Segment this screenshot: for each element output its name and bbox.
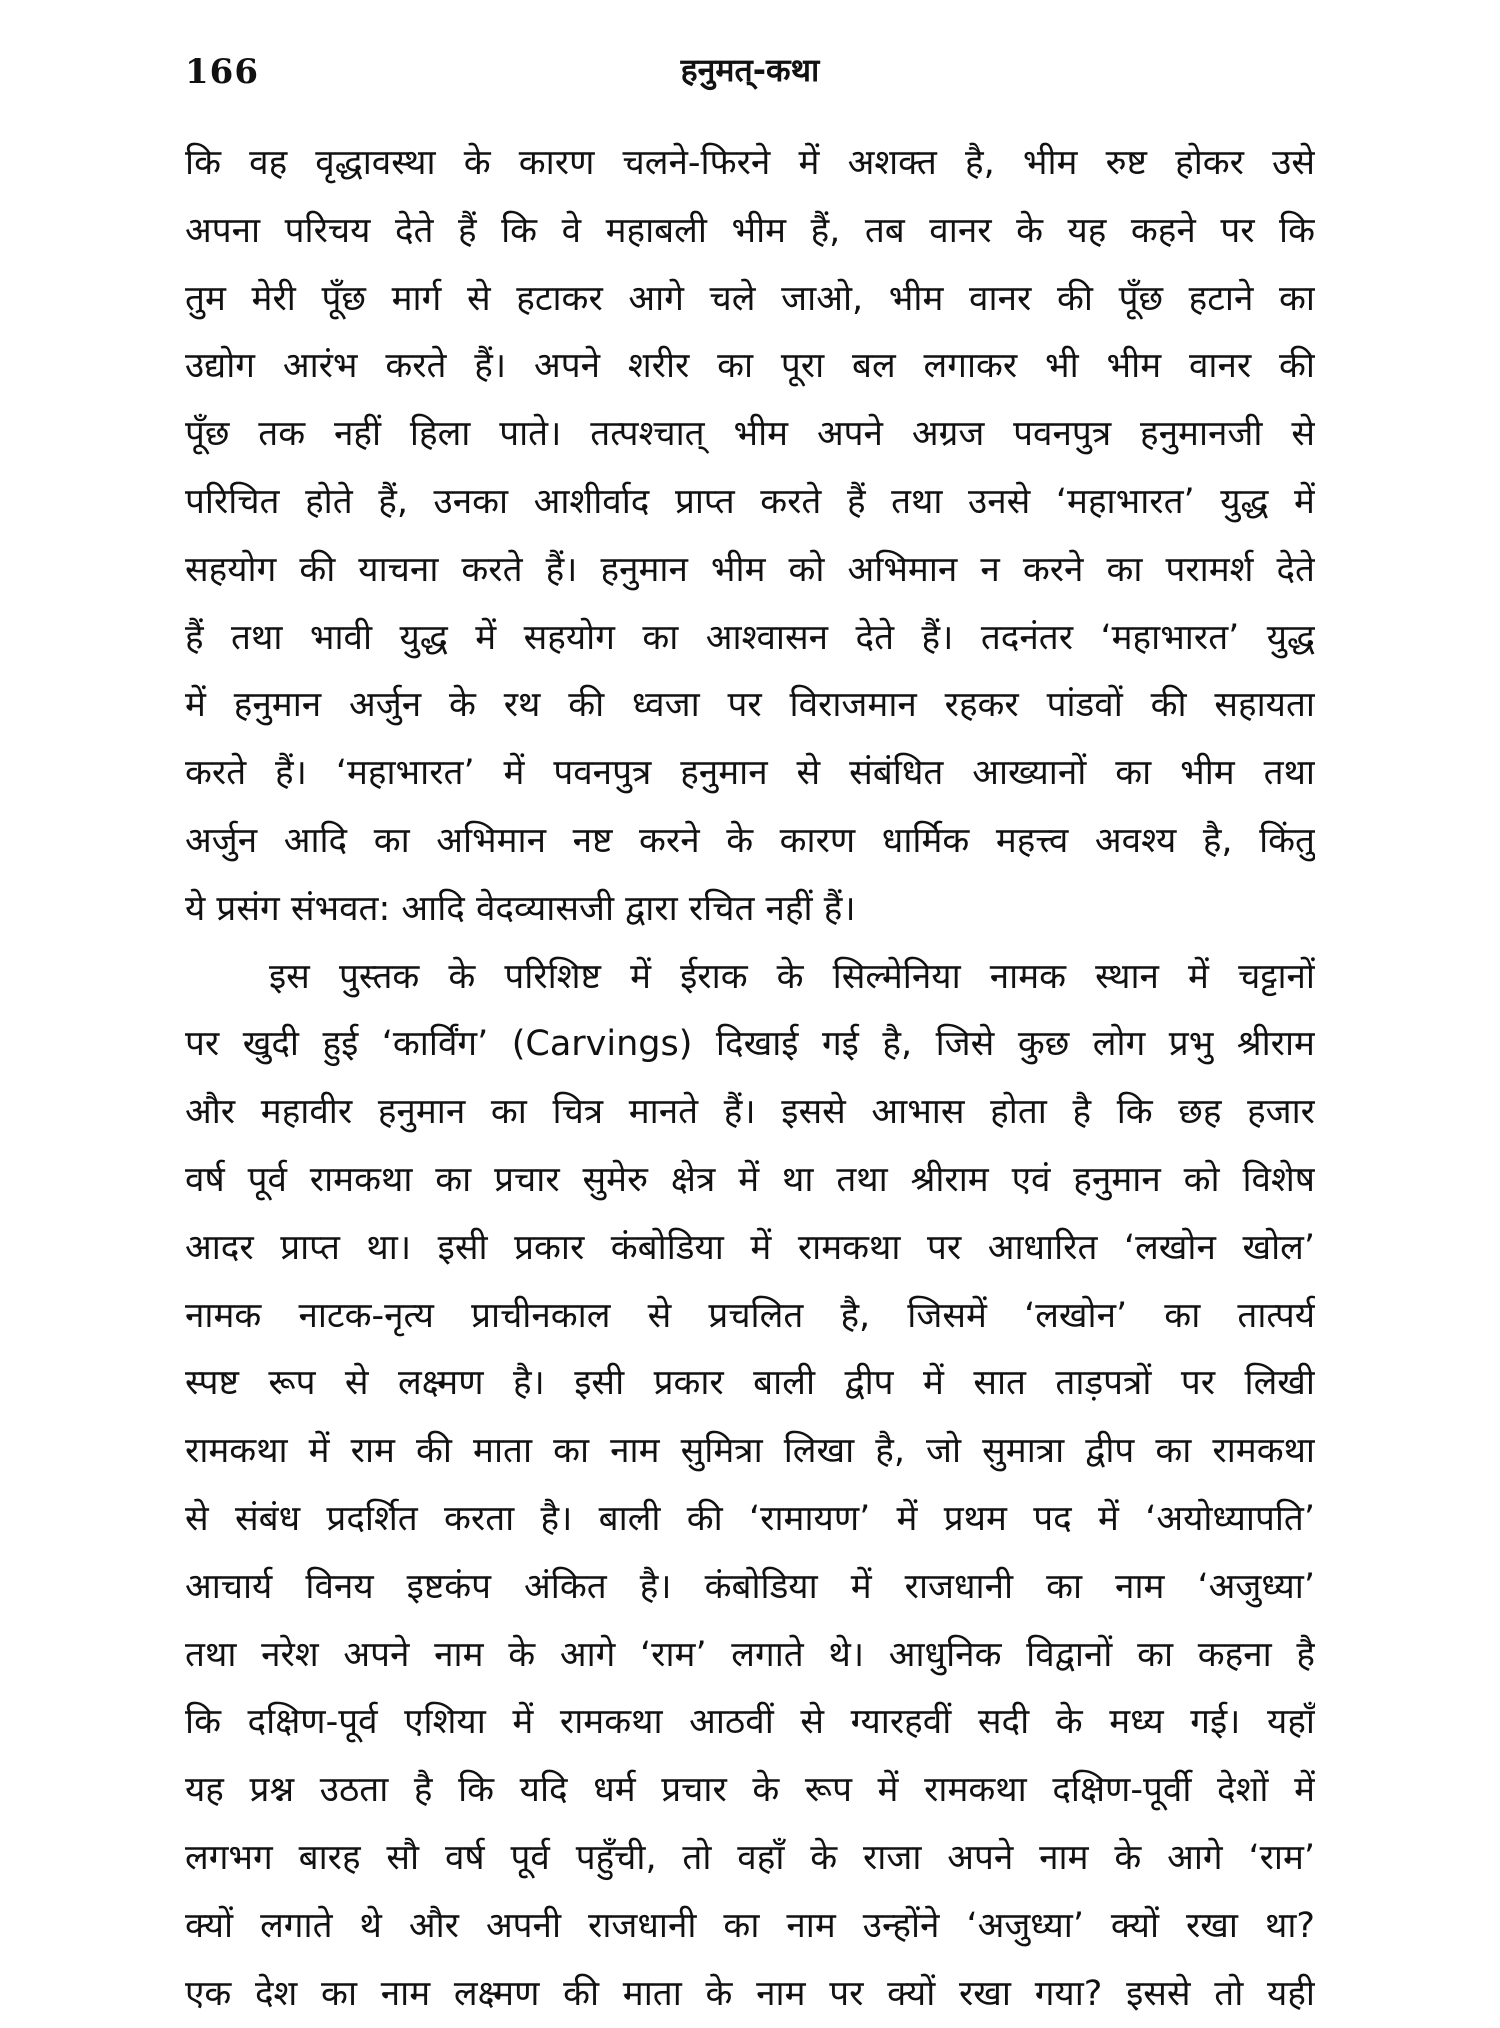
text-line: स्पष्ट रूप से लक्ष्मण है। इसी प्रकार बाली द्वीप में सात ताड़पत्रों पर लिखी	[185, 1363, 1315, 1404]
text-line: कि वह वृद्धावस्था के कारण चलने-फिरने में अशक्त है, भीम रुष्ट होकर उसे	[185, 143, 1315, 183]
text-line: सहयोग की याचना करते हैं। हनुमान भीम को अभिमान न करने का परामर्श देते	[185, 549, 1315, 590]
text-line: में हनुमान अर्जुन के रथ की ध्वजा पर विराजमान रहकर पांडवों की सहायता	[185, 685, 1315, 726]
text-line: उद्योग आरंभ करते हैं। अपने शरीर का पूरा बल लगाकर भी भीम वानर की	[185, 346, 1315, 387]
paragraph-2	[185, 944, 1315, 2028]
body-text	[185, 130, 1315, 2028]
text-line: क्यों लगाते थे और अपनी राजधानी का नाम उन्होंने ‘अजुध्या’ क्यों रखा था?	[185, 1905, 1315, 1946]
text-line: रामकथा में राम की माता का नाम सुमित्रा लिखा है, जो सुमात्रा द्वीप का रामकथा	[185, 1431, 1315, 1472]
page-header	[185, 48, 1315, 108]
text-line: अपना परिचय देते हैं कि वे महाबली भीम हैं, तब वानर के यह कहने पर कि	[185, 210, 1315, 251]
page-number: 166	[185, 52, 259, 92]
text-line: और महावीर हनुमान का चित्र मानते हैं। इससे आभास होता है कि छह हजार	[185, 1092, 1315, 1133]
text-line: से संबंध प्रदर्शित करता है। बाली की ‘रामायण’ में प्रथम पद में ‘अयोध्यापति’	[185, 1498, 1315, 1539]
text-line: एक देश का नाम लक्ष्मण की माता के नाम पर क्यों रखा गया? इससे तो यही	[185, 1973, 1315, 2014]
text-line: आदर प्राप्त था। इसी प्रकार कंबोडिया में रामकथा पर आधारित ‘लखोन खोल’	[185, 1227, 1315, 1268]
paragraph-1	[185, 130, 1315, 944]
text-line: इस पुस्तक के परिशिष्ट में ईराक के सिल्मेनिया नामक स्थान में चट्टानों	[269, 956, 1315, 997]
text-line: अर्जुन आदि का अभिमान नष्ट करने के कारण धार्मिक महत्त्व अवश्य है, किंतु	[185, 820, 1315, 861]
text-line: ये प्रसंग संभवत: आदि वेदव्यासजी द्वारा रचित नहीं हैं।	[185, 888, 856, 929]
text-line: करते हैं। ‘महाभारत’ में पवनपुत्र हनुमान से संबंधित आख्यानों का भीम तथा	[185, 753, 1315, 794]
text-line: नामक नाटक-नृत्य प्राचीनकाल से प्रचलित है, जिसमें ‘लखोन’ का तात्पर्य	[185, 1295, 1315, 1336]
text-line: हैं तथा भावी युद्ध में सहयोग का आश्वासन देते हैं। तदनंतर ‘महाभारत’ युद्ध	[185, 617, 1315, 658]
text-line: यह प्रश्न उठता है कि यदि धर्म प्रचार के रूप में रामकथा दक्षिण-पूर्वी देशों में	[185, 1770, 1315, 1811]
text-line: कि दक्षिण-पूर्व एशिया में रामकथा आठवीं से ग्यारहवीं सदी के मध्य गई। यहाँ	[185, 1702, 1315, 1743]
text-line: पर खुदी हुई ‘कार्विंग’ (Carvings) दिखाई गई है, जिसे कुछ लोग प्रभु श्रीराम	[185, 1024, 1315, 1065]
text-line: तुम मेरी पूँछ मार्ग से हटाकर आगे चले जाओ, भीम वानर की पूँछ हटाने का	[185, 278, 1315, 319]
text-line: परिचित होते हैं, उनका आशीर्वाद प्राप्त करते हैं तथा उनसे ‘महाभारत’ युद्ध में	[185, 481, 1315, 522]
text-line: वर्ष पूर्व रामकथा का प्रचार सुमेरु क्षेत्र में था तथा श्रीराम एवं हनुमान को विशेष	[185, 1159, 1315, 1200]
text-line: लगभग बारह सौ वर्ष पूर्व पहुँची, तो वहाँ के राजा अपने नाम के आगे ‘राम’	[185, 1837, 1315, 1878]
text-line: पूँछ तक नहीं हिला पाते। तत्पश्चात् भीम अपने अग्रज पवनपुत्र हनुमानजी से	[185, 414, 1315, 455]
running-title: हनुमत्-कथा	[680, 51, 820, 89]
text-line: तथा नरेश अपने नाम के आगे ‘राम’ लगाते थे। आधुनिक विद्वानों का कहना है	[185, 1634, 1315, 1675]
text-line: आचार्य विनय इष्टकंप अंकित है। कंबोडिया में राजधानी का नाम ‘अजुध्या’	[185, 1566, 1315, 1607]
